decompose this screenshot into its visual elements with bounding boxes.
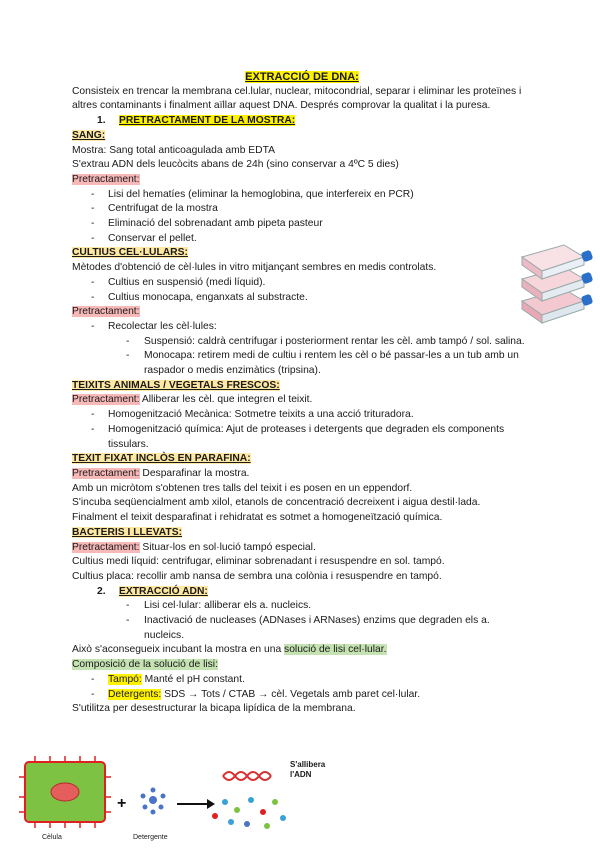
bacteris-line-2: Cultius placa: recollir amb nansa de sembra una colònia i resuspendre en tampó. — [72, 570, 442, 582]
section-1-heading: 1. PRETRACTAMENT DE LA MOSTRA: — [97, 115, 296, 127]
bacteris-pre-text: Situar-los en sol·lució tampó especial. — [139, 541, 316, 553]
parafina-pre-text: Desparafinar la mostra. — [139, 467, 250, 479]
cultius-pre-label: Pretractament: — [72, 306, 140, 318]
list-item: - Lisi del hematíes (eliminar la hemoglobina, que interfereix en PCR) — [72, 188, 532, 203]
cultius-heading: CULTIUS CEL·LULARS: — [72, 247, 188, 259]
teixits-section — [72, 379, 532, 453]
extraccio-line-1: Això s'aconsegueix incubant la mostra en una solució de lisi cel·lular. — [72, 644, 387, 656]
section-2-heading: 2. EXTRACCIÓ ADN: — [97, 585, 208, 597]
list-item: - Lisi cel·lular: alliberar els a. nucleics. — [72, 599, 532, 614]
lysed-fragments-icon — [212, 797, 286, 829]
sang-list — [72, 188, 532, 247]
intro-paragraph: Consisteix en trencar la membrana cel.lular, nuclear, mitocondrial, separar i eliminar les proteïnes i altres contaminants i finalment aïllar aquest DNA. Després comprovar la qualitat i la puresa. — [72, 85, 522, 112]
list-item: - Recolectar les cèl·lules: — [72, 320, 532, 335]
bacteris-line-1: Cultius medi líquid: centrifugar, eliminar sobrenadant i resuspendre en sol. tampó. — [72, 556, 445, 568]
teixits-heading: TEIXITS ANIMALS / VEGETALS FRESCOS: — [72, 379, 280, 391]
sang-line-1: Mostra: Sang total anticoagulada amb EDTA — [72, 144, 275, 156]
list-item: - Monocapa: retirem medi de cultiu i rentem les cèl o bé passar-les a un tub amb un raspador o medis enzimàtics (tripsina). — [72, 349, 532, 378]
parafina-line-3: Finalment el teixit desparafinat i rehidratat es sotmet a homogeneïtzació química. — [72, 512, 443, 524]
list-item: - Detergents: SDS → Tots / CTAB → cèl. Vegetals amb paret cel·lular. — [72, 688, 532, 703]
list-item: - Cultius monocapa, enganxats al substracte. — [72, 291, 532, 306]
list-item: - Eliminació del sobrenadant amb pipeta pasteur — [72, 217, 532, 232]
sang-line-2: S'extrau ADN dels leucòcits abans de 24h (sino conservar a 4ºC 5 dies) — [72, 159, 399, 171]
sang-section — [72, 129, 532, 247]
list-item: - Conservar el pellet. — [72, 232, 532, 247]
bacteris-heading: BACTERIS I LLEVATS: — [72, 526, 183, 538]
parafina-section — [72, 452, 532, 526]
lysis-diagram — [15, 752, 395, 844]
teixits-pre-text: Alliberar les cèl. que integren el teixit. — [139, 394, 313, 406]
detergent-label: Detergente — [133, 834, 168, 841]
extraccio-section — [72, 599, 532, 717]
list-item: - Suspensió: caldrà centrifugar i posteriorment rentar les cèl. amb tampó / sol. salina. — [72, 335, 532, 350]
teixits-pre-label: Pretractament: — [72, 394, 140, 406]
parafina-line-1: Amb un micròtom s'obtenen tres talls del teixit i es posen en un eppendorf. — [72, 482, 413, 494]
bacteris-section — [72, 526, 532, 585]
parafina-heading: TEXIT FIXAT INCLÒS EN PARAFINA: — [72, 453, 251, 465]
cultius-section — [72, 246, 532, 378]
arrow-icon — [177, 799, 215, 809]
list-item: - Cultius en suspensió (medi líquid). — [72, 276, 532, 291]
sang-heading: SANG: — [72, 129, 106, 141]
culture-flasks-illustration — [514, 243, 600, 333]
list-item: - Inactivació de nucleases (ADNases i ARNases) enzims que degraden els a. nucleics. — [72, 614, 532, 643]
cell-label: Cèlula — [42, 834, 62, 841]
parafina-line-2: S'incuba seqüencialment amb xilol, etanols de concentració decreixent i aigua destil·lada. — [72, 497, 481, 509]
dna-release-label: S'allibera l'ADN — [290, 760, 326, 779]
list-item: - Homogenització química: Ajut de proteases i detergents que degraden els components tissulars. — [72, 423, 532, 452]
page-title: EXTRACCIÓ DE DNA: — [245, 71, 359, 83]
dna-strands-icon — [223, 772, 271, 780]
list-item: - Centrifugat de la mostra — [72, 202, 532, 217]
extraccio-last-line: S'utilitza per desestructurar la bicapa lipídica de la membrana. — [72, 703, 356, 715]
cultius-line-1: Mètodes d'obtenció de cèl·lules in vitro mitjançant sembres en medis controlats. — [72, 262, 437, 274]
flask-stack-icon — [522, 245, 593, 323]
list-item: - Homogenització Mecànica: Sotmetre teixits a una acció trituradora. — [72, 408, 532, 423]
cell-icon — [19, 756, 111, 828]
detergent-icon — [141, 788, 166, 815]
plus-sign: + — [117, 795, 127, 812]
sang-pre-label: Pretractament: — [72, 173, 140, 185]
document-body — [72, 70, 532, 717]
parafina-pre-label: Pretractament: — [72, 467, 140, 479]
composition-label: Composició de la solució de lisi: — [72, 659, 218, 671]
list-item: - Tampó: Manté el pH constant. — [72, 673, 532, 688]
bacteris-pre-label: Pretractament: — [72, 541, 140, 553]
